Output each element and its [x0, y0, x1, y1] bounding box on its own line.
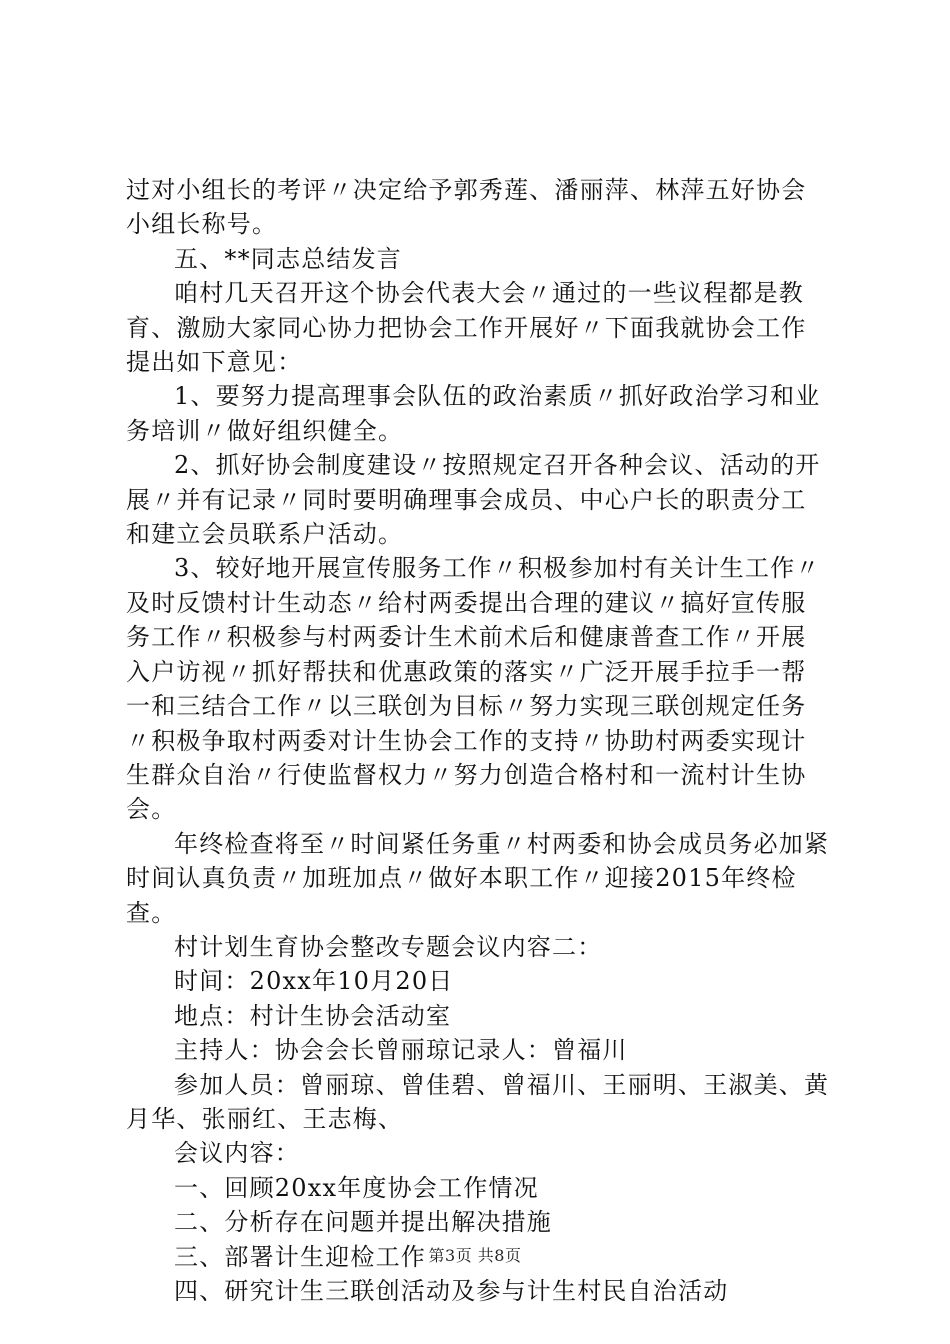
meeting-host-recorder: 主持人：协会会长曾丽琼记录人：曾福川: [174, 1036, 628, 1065]
document-body: [126, 173, 830, 1308]
agenda-item-one: 一、回顾20xx年度协会工作情况: [174, 1173, 539, 1202]
meeting-location: 地点：村计生协会活动室: [174, 1001, 452, 1030]
meeting-time: 时间：20xx年10月20日: [174, 967, 454, 996]
paragraph-award-conclusion: 过对小组长的考评〃决定给予郭秀莲、潘丽萍、林萍五好协会小组长称号。: [126, 176, 807, 239]
page-footer: [0, 1246, 950, 1266]
meeting-content-heading: 会议内容：: [174, 1139, 300, 1168]
meeting-title: 村计划生育协会整改专题会议内容二：: [174, 932, 603, 961]
meeting-attendees: 参加人员：曾丽琼、曾佳碧、曾福川、王丽明、王淑美、黄月华、张丽红、王志梅、: [126, 1070, 830, 1133]
paragraph-item-two: 2、抓好协会制度建设〃按照规定召开各种会议、活动的开展〃并有记录〃同时要明确理事会成员、中心户长的职责分工和建立会员联系户活动。: [126, 451, 821, 549]
agenda-item-two: 二、分析存在问题并提出解决措施: [174, 1208, 552, 1237]
paragraph-item-one: 1、要努力提高理事会队伍的政治素质〃抓好政治学习和业务培训〃做好组织健全。: [126, 382, 821, 445]
agenda-item-three: 三、部署计生迎检工作: [174, 1242, 426, 1271]
page-number: 第3页 共8页: [428, 1246, 522, 1265]
paragraph-item-three: 3、较好地开展宣传服务工作〃积极参加村有关计生工作〃及时反馈村计生动态〃给村两委提出合理的建议〃搞好宣传服务工作〃积极参与村两委计生术前术后和健康普查工作〃开展入户访视〃抓好帮扶和优惠政策的落实〃广泛开展手拉手一帮一和三结合工作〃以三联创为目标〃努力实现三联创规定任务〃积极争取村两委对计生协会工作的支持〃协助村两委实现计生群众自治〃行使监督权力〃努力创造合格村和一流村计生协会。: [126, 554, 821, 824]
agenda-item-four: 四、研究计生三联创活动及参与计生村民自治活动: [174, 1277, 729, 1305]
paragraph-speech-intro: 咱村几天召开这个协会代表大会〃通过的一些议程都是教育、激励大家同心协力把协会工作开展好〃下面我就协会工作提出如下意见：: [126, 279, 807, 377]
paragraph-year-end-inspection: 年终检查将至〃时间紧任务重〃村两委和协会成员务必加紧时间认真负责〃加班加点〃做好本职工作〃迎接2015年终检查。: [126, 829, 830, 927]
section-heading-summary-speech: 五、**同志总结发言: [174, 244, 402, 273]
